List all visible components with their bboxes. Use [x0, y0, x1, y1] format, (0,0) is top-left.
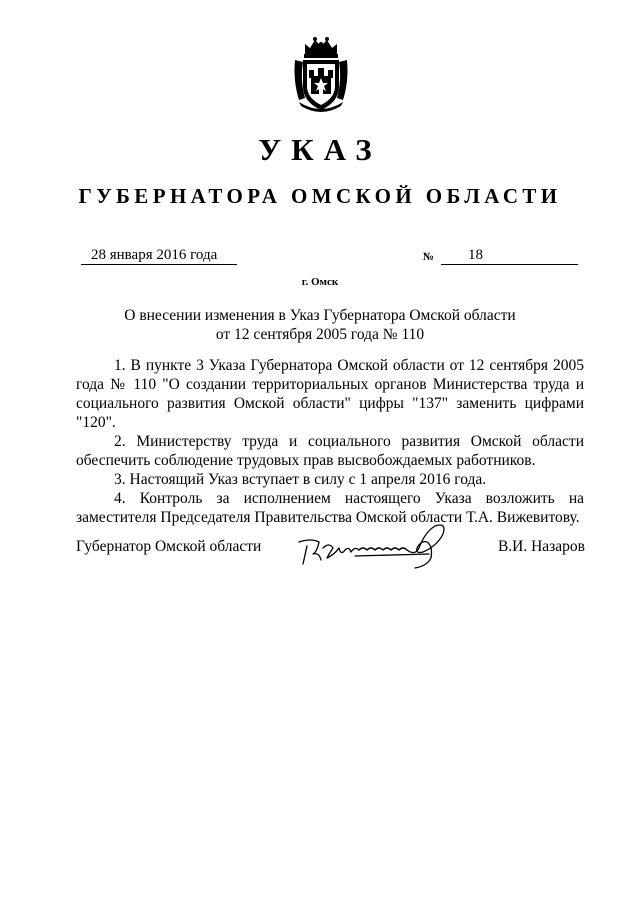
omsk-oblast-coat-of-arms-icon: [291, 36, 351, 114]
document-heading: [0, 306, 640, 344]
document-city: г. Омск: [301, 276, 339, 288]
paragraph-2: 2. Министерству труда и социального развития Омской области обеспечить соблюдение трудовых прав высвобождаемых работников.: [76, 433, 584, 469]
signatory-name: В.И. Назаров: [497, 538, 585, 555]
document-number: 18: [468, 247, 483, 263]
document-date: 28 января 2016 года: [91, 247, 218, 263]
number-field: [441, 246, 578, 265]
heading-line-2: от 12 сентября 2005 года № 110: [215, 326, 425, 343]
heading-line-1: О внесении изменения в Указ Губернатора Омской области: [124, 307, 516, 324]
document-title: УКАЗ: [258, 132, 382, 167]
signatory-title: Губернатор Омской области: [76, 538, 262, 555]
number-sign: №: [423, 251, 435, 263]
date-field: [81, 246, 237, 265]
paragraph-4: 4. Контроль за исполнением настоящего Указа возложить на заместителя Председателя Правительства Омской области Т.А. Вижевитову.: [76, 490, 584, 526]
handwritten-signature-icon: [295, 512, 455, 572]
document-subtitle: ГУБЕРНАТОРА ОМСКОЙ ОБЛАСТИ: [78, 184, 562, 208]
paragraph-1: 1. В пункте 3 Указа Губернатора Омской области от 12 сентября 2005 года № 110 "О создании территориальных органов Министерства труда и социального развития Омской области" цифры "137" заменить цифрами "120".: [76, 357, 584, 431]
paragraph-3: 3. Настоящий Указ вступает в силу с 1 апреля 2016 года.: [114, 471, 487, 488]
document-body: [76, 356, 584, 527]
